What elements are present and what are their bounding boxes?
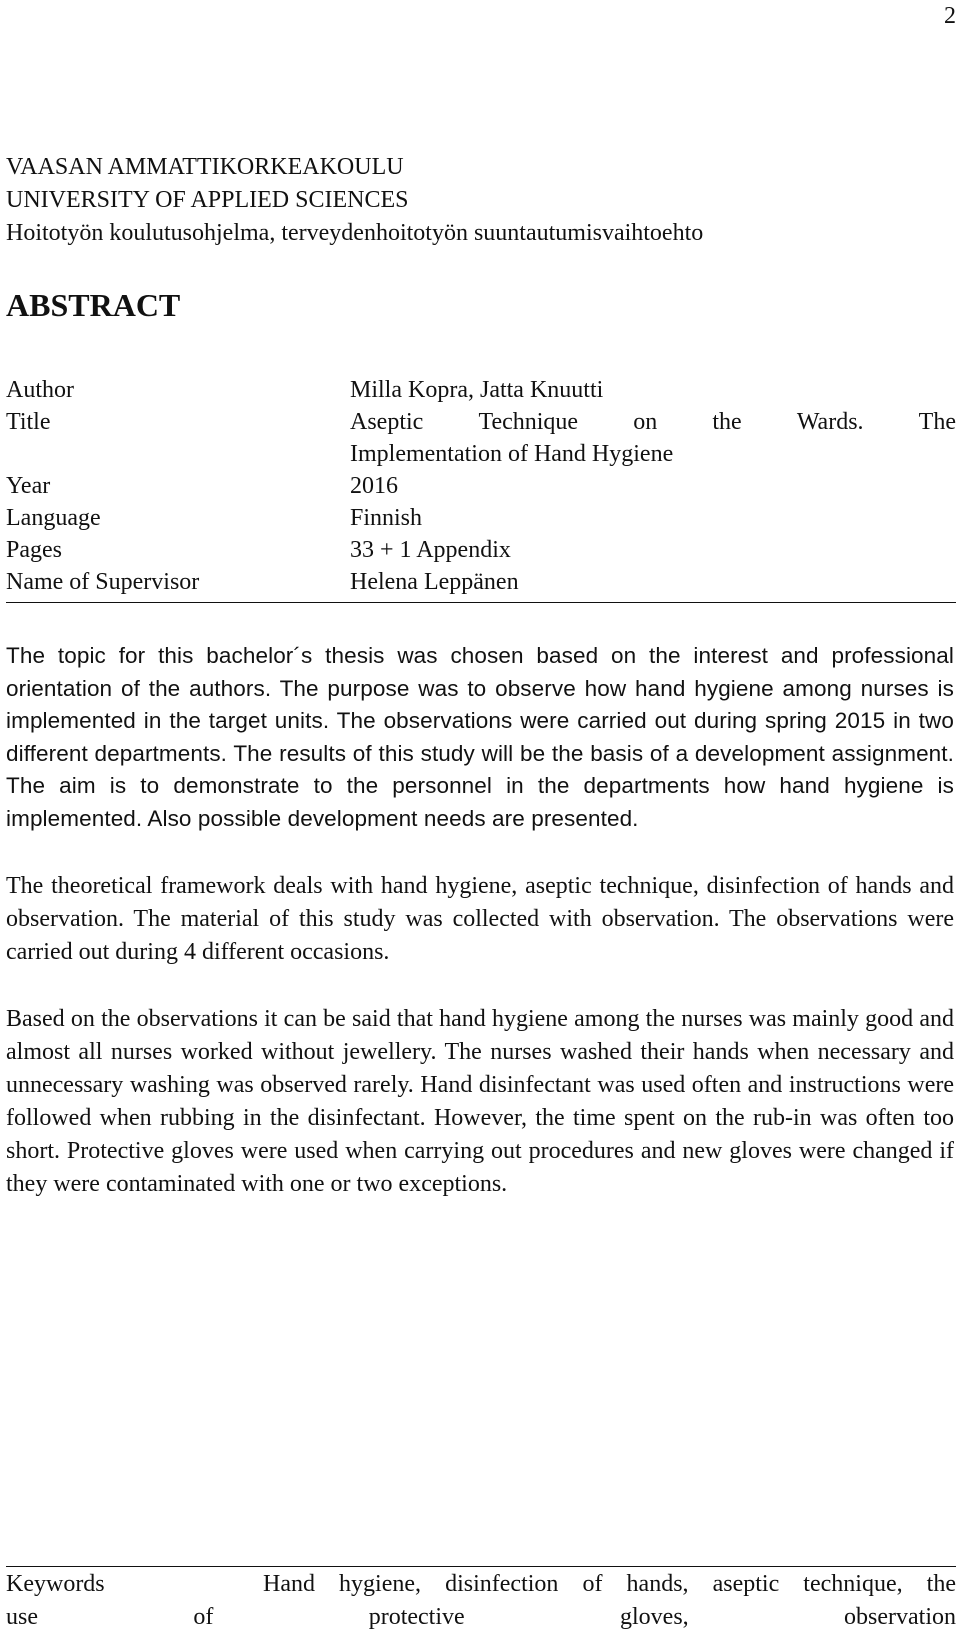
abstract-body [6,640,954,1201]
meta-row-supervisor [6,566,956,598]
title-word: Wards. [796,409,864,435]
metadata-divider [6,602,956,603]
keywords-value-line2: use of protective gloves, observation [6,1604,956,1630]
title-word: The [918,409,956,435]
meta-row-language [6,502,956,534]
author-value: Milla Kopra, Jatta Knuutti [350,377,604,403]
title-word: the [712,409,742,435]
institution-name-en: UNIVERSITY OF APPLIED SCIENCES [6,187,409,213]
keywords-value-line1: Hand hygiene, disinfection of hands, aseptic technique, the [263,1571,956,1597]
year-value: 2016 [350,473,398,499]
institution-name-fi: VAASAN AMMATTIKORKEAKOULU [6,154,404,180]
author-label: Author [6,377,74,403]
title-word: Technique [478,409,579,435]
document-header [6,151,703,250]
title-word: Aseptic [350,409,424,435]
keywords-label: Keywords [6,1571,105,1597]
title-value-line2: Implementation of Hand Hygiene [350,441,674,467]
meta-row-pages [6,534,956,566]
title-value-line1 [350,406,956,438]
title-word: on [633,409,658,435]
abstract-paragraph: The topic for this bachelor´s thesis was chosen based on the interest and professional orientation of the authors. The purpose was to observe how hand hygiene among nurses is implemented in the target units. The observations were carried out during spring 2015 in two different departments. The results of this study will be the basis of a development assignment. The aim is to demonstrate to the personnel in the departments how hand hygiene is implemented. Also possible development needs are presented. [6,643,954,831]
keywords-divider [6,1566,956,1567]
abstract-heading: ABSTRACT [6,287,181,323]
pages-value: 33 + 1 Appendix [350,537,511,563]
metadata-table [6,374,956,598]
language-value: Finnish [350,505,423,531]
supervisor-value: Helena Leppänen [350,569,519,595]
keywords-line1 [6,1568,956,1601]
degree-programme: Hoitotyön koulutusohjelma, terveydenhoitotyön suuntautumisvaihtoehto [6,220,704,246]
pages-label: Pages [6,537,62,563]
abstract-paragraph: The theoretical framework deals with hand hygiene, aseptic technique, disinfection of hands and observation. The material of this study was collected with observation. The observations were carried out during 4 different occasions. [6,872,954,965]
supervisor-label: Name of Supervisor [6,569,200,595]
year-label: Year [6,473,51,499]
keywords-section [6,1568,956,1634]
abstract-paragraph: Based on the observations it can be said that hand hygiene among the nurses was mainly good and almost all nurses worked without jewellery. The nurses washed their hands when necessary and unnecessary washing was observed rarely. Hand disinfectant was used often and instructions were followed when rubbing in the disinfectant. However, the time spent on the rub-in was often too short. Protective gloves were used when carrying out procedures and new gloves were changed if they were contaminated with one or two exceptions. [6,1005,954,1197]
meta-row-title [6,406,956,470]
meta-row-year [6,470,956,502]
meta-row-author [6,374,956,406]
title-label: Title [6,409,51,435]
title-value [350,406,956,470]
page-number: 2 [944,3,956,29]
language-label: Language [6,505,101,531]
